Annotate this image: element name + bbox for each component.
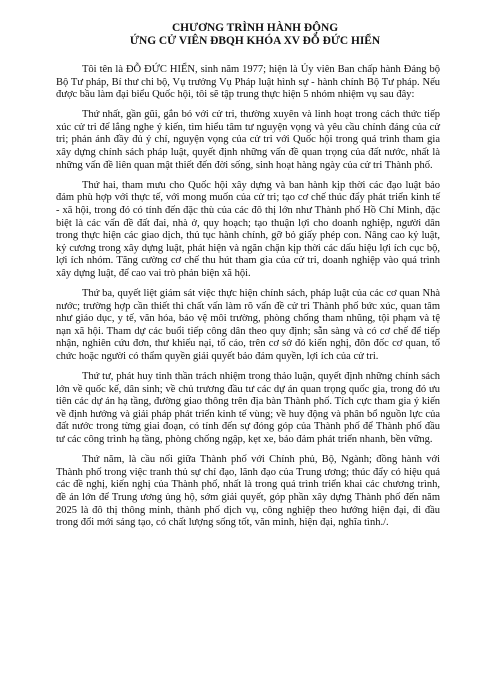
task-5-paragraph: Thứ năm, là cầu nối giữa Thành phố với Chính phủ, Bộ, Ngành; đồng hành với Thành phố trong việc tranh thủ sự chỉ đạo, lãnh đạo của Trung ương; thúc đẩy có hiệu quả các đề nghị, kiến nghị của Thành phố, nhất là trong quá trình triển khai các chương trình, đề án lớn để Trung ương ủng hộ, sớm giải quyết, góp phần xây dựng Thành phố đến năm 2025 là đô thị thông minh, thành phố dịch vụ, công nghiệp theo hướng hiện đại, đi đầu trong đổi mới sáng tạo, có chất lượng sống tốt, văn minh, hiện đại, nghĩa tình./. (56, 454, 440, 529)
title-line-1: CHƯƠNG TRÌNH HÀNH ĐỘNG (171, 22, 339, 34)
task-3-paragraph: Thứ ba, quyết liệt giám sát việc thực hiện chính sách, pháp luật của các cơ quan Nhà nước; trường hợp cần thiết thì chất vấn làm rõ vấn đề cử tri Thành phố bức xúc, quan tâm như giáo dục, y tế, văn hóa, bảo vệ môi trường, phòng chống tham nhũng, tội phạm và tệ nạn xã hội. Tham dự các buổi tiếp công dân theo quy định; sẵn sàng và có cơ chế để tiếp nhận, nghiên cứu đơn, thư khiếu nại, tố cáo, trên cơ sở đó kiến nghị, đôn đốc cơ quan, tổ chức hoặc người có thẩm quyền giải quyết bảo đảm quyền, lợi ích của cử tri. (56, 288, 440, 362)
title-line-2: ỨNG CỬ VIÊN ĐBQH KHÓA XV ĐỖ ĐỨC HIỂN (129, 35, 381, 47)
document-title (56, 22, 440, 48)
task-1-paragraph: Thứ nhất, gần gũi, gắn bó với cử tri, thường xuyên và linh hoạt trong cách thức tiếp xúc cử tri để lắng nghe ý kiến, tìm hiểu tâm tư nguyện vọng và yêu cầu chính đáng của cử tri; phản ánh đầy đủ ý chí, nguyện vọng của cử tri với Quốc hội trong quá trình tham gia xây dựng chính sách pháp luật, quyết định những vấn đề quan trọng của đất nước, nhất là những vấn đề liên quan mật thiết đến đời sống, sinh hoạt hàng ngày của cử tri Thành phố. (56, 109, 440, 171)
task-2-paragraph: Thứ hai, tham mưu cho Quốc hội xây dựng và ban hành kịp thời các đạo luật bảo đảm phù hợp với thực tế, với mong muốn của cử tri; tạo cơ chế thúc đẩy phát triển kinh tế - xã hội, trong đó có tính đến đặc thù của các đô thị lớn như Thành phố Hồ Chí Minh, đặc biệt là các vấn đề đất đai, nhà ở, quy hoạch; tạo thuận lợi cho doanh nghiệp, người dân trong thực hiện các giao dịch, thủ tục hành chính, gỡ bỏ giấy phép con. Nâng cao kỷ luật, kỷ cương trong xây dựng luật, phát hiện và ngăn chặn kịp thời các dấu hiệu lợi ích cục bộ, lợi ích nhóm. Tăng cường cơ chế thu hút tham gia của cử tri, doanh nghiệp vào quá trình xây dựng luật, để cao vai trò phản biện xã hội. (56, 179, 440, 279)
intro-paragraph: Tôi tên là ĐỖ ĐỨC HIỂN, sinh năm 1977; hiện là Ủy viên Ban chấp hành Đảng bộ Bộ Tư pháp, Bí thư chi bộ, Vụ trưởng Vụ Pháp luật hình sự - hành chính Bộ Tư pháp. Nếu được bầu làm đại biểu Quốc hội, tôi sẽ tập trung thực hiện 5 nhóm nhiệm vụ sau đây: (56, 64, 440, 101)
document-body (56, 64, 440, 530)
task-4-paragraph: Thứ tư, phát huy tinh thần trách nhiệm trong thảo luận, quyết định những chính sách lớn về quốc kế, dân sinh; về chủ trương đầu tư các dự án quan trọng quốc gia, trong đó ưu tiên các dự án hạ tầng, đường giao thông trên địa bàn Thành phố. Tích cực tham gia ý kiến về định hướng và giải pháp phát triển kinh tế vùng; về huy động và phân bổ nguồn lực của đất nước trong từng giai đoạn, có tính đến sự đóng góp của Thành phố để Thành phố đầu tư các công trình hạ tầng, phòng chống ngập, kẹt xe, bảo đảm phát triển nhanh, bền vững. (56, 371, 440, 446)
